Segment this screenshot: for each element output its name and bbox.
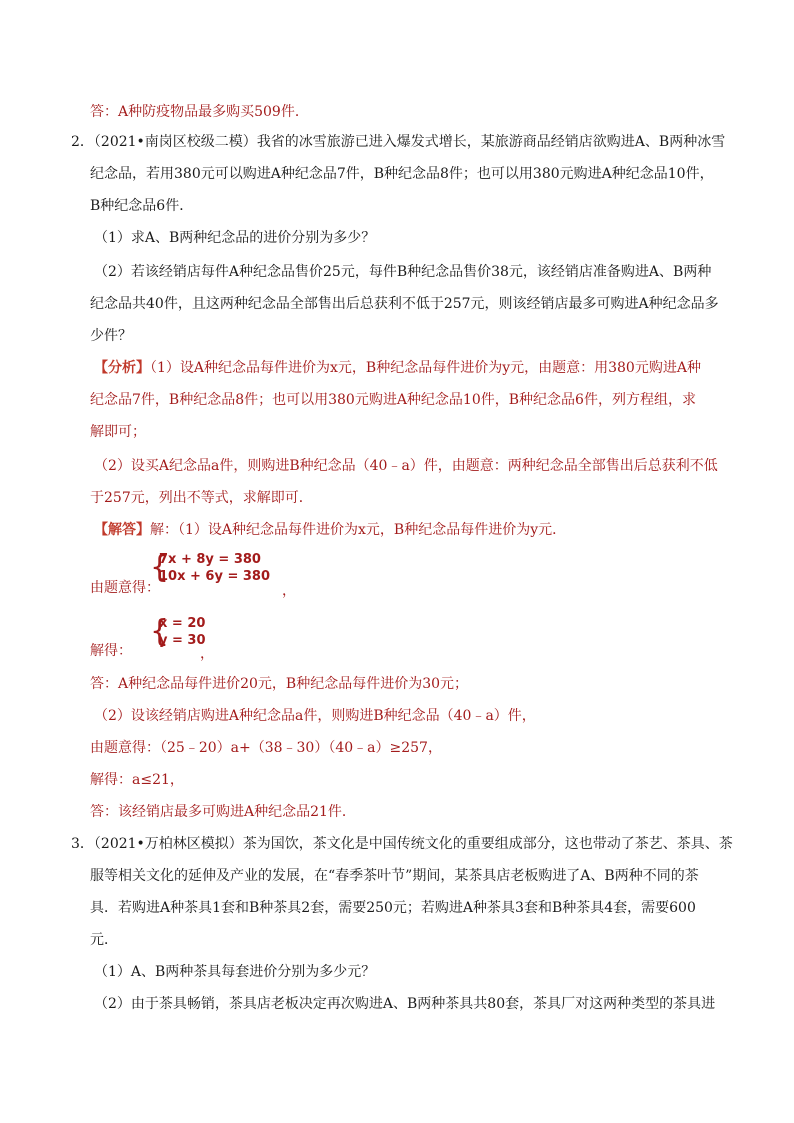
part2-line-1: （2）设该经销店购进A种纪念品a件，则购进B种纪念品（40﹣a）件， <box>94 708 536 724</box>
part2-line-3: 解得：a≤21， <box>90 772 184 788</box>
top-answer: 答：A种防疫物品最多购买509件． <box>90 104 309 120</box>
equation-label: 由题意得： <box>90 580 160 596</box>
q2-analysis-line-4: （2）设买A纪念品a件，则购进B种纪念品（40﹣a）件，由题意：两种纪念品全部售出后总获利不低 <box>94 458 718 474</box>
q2-sub2-line-3: 少件？ <box>90 328 132 344</box>
q3-stem-line-4: 元． <box>90 932 118 948</box>
q2-sub2-line-2: 纪念品共40件，且这两种纪念品全部售出后总获利不低于257元，则该经销店最多可购进A种纪念品多 <box>90 296 719 312</box>
solution-x: x = 20 <box>159 616 206 631</box>
solution-comma: ， <box>200 646 214 662</box>
q3-stem-line-3: 具．若购进A种茶具1套和B种茶具2套，需要250元；若购进A种茶具3套和B种茶具4套，需要600 <box>90 900 696 916</box>
answer-part2: 答：该经销店最多可购进A种纪念品21件． <box>90 804 356 820</box>
solution-label: 解得： <box>90 643 132 659</box>
q2-analysis-line-1 <box>94 358 701 378</box>
q2-sub1: （1）求A、B两种纪念品的进价分别为多少？ <box>94 230 376 246</box>
q3-stem-line-2: 服等相关文化的延伸及产业的发展，在“春季茶叶节”期间，某茶具店老板购进了A、B两种不同的茶 <box>90 868 699 884</box>
q2-stem-line-2: 纪念品，若用380元可以购进A种纪念品7件，B种纪念品8件；也可以用380元购进A种纪念品10件， <box>90 166 714 182</box>
q3-number: 3． <box>71 836 94 852</box>
q2-stem-line-3: B种纪念品6件． <box>90 198 194 214</box>
equation-comma: ， <box>282 583 296 599</box>
q2-number: 2． <box>71 134 94 150</box>
q3-stem-text-1: 茶为国饮，茶文化是中国传统文化的重要组成部分，这也带动了茶艺、茶具、茶 <box>242 836 733 852</box>
answer-part1: 答：A种纪念品每件进价20元，B种纪念品每件进价为30元； <box>90 676 469 692</box>
q3-sub2-line-1: （2）由于茶具畅销，茶具店老板决定再次购进A、B两种茶具共80套，茶具厂对这两种类型的茶具进 <box>94 996 716 1012</box>
left-brace-icon: { <box>150 614 170 649</box>
part2-line-2: 由题意得：（25﹣20）a+（38﹣30）（40﹣a）≥257， <box>90 740 442 756</box>
q2-analysis-line-2: 纪念品7件，B种纪念品8件；也可以用380元购进A种纪念品10件，B种纪念品6件，列方程组，求 <box>90 392 696 408</box>
equation-1: 7x + 8y = 380 <box>159 552 261 567</box>
q3-stem-line-1 <box>71 834 733 854</box>
equation-system <box>150 551 290 587</box>
q2-solution-line-1 <box>94 520 566 540</box>
left-brace-icon: { <box>150 550 170 585</box>
q2-sub2-line-1: （2）若该经销店每件A种纪念品售价25元，每件B种纪念品售价38元，该经销店准备购进A、B两种 <box>94 264 712 280</box>
q3-source: （2021•万柏林区模拟） <box>93 836 243 852</box>
analysis-text-1: （1）设A种纪念品每件进价为x元，B种纪念品每件进价为y元，由题意：用380元购进A种 <box>150 360 701 376</box>
equation-2: 10x + 6y = 380 <box>159 569 271 584</box>
solution-text-1: 解：（1）设A种纪念品每件进价为x元，B种纪念品每件进价为y元． <box>150 522 567 538</box>
q2-analysis-line-3: 解即可； <box>90 424 146 440</box>
q2-source: （2021•南岗区校级二模） <box>93 134 257 150</box>
q2-analysis-line-5: 于257元，列出不等式，求解即可． <box>90 490 313 506</box>
analysis-tag: 【分析】 <box>94 360 150 376</box>
q2-stem-line-1 <box>71 132 725 152</box>
q3-sub1: （1）A、B两种茶具每套进价分别为多少元？ <box>94 964 376 980</box>
solution-tag: 【解答】 <box>94 522 150 538</box>
solution-y: y = 30 <box>159 633 206 648</box>
q2-stem-text-1: 我省的冰雪旅游已进入爆发式增长，某旅游商品经销店欲购进A、B两种冰雪 <box>256 134 726 150</box>
